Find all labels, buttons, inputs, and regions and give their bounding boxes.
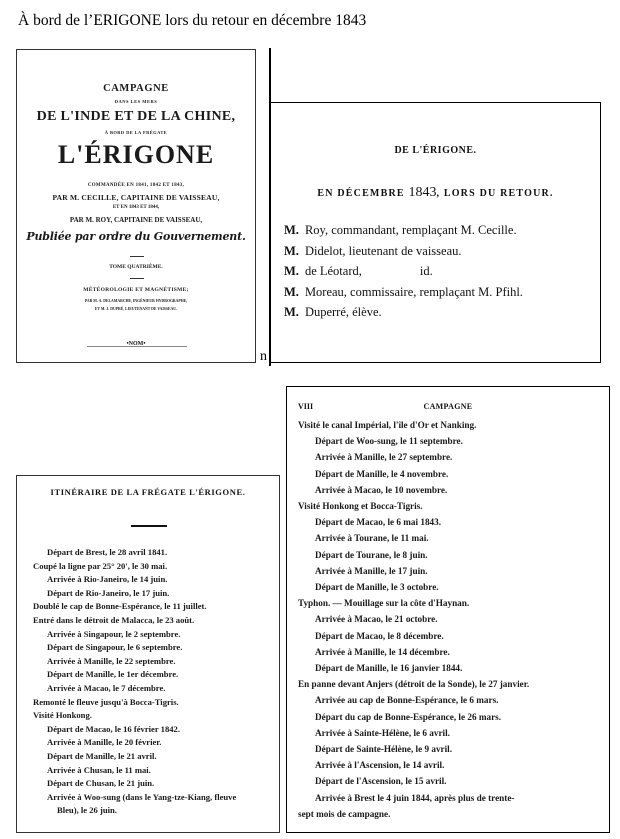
crew-subheading-year: 1843 bbox=[408, 185, 437, 200]
itinerary-line: Coupé la ligne par 25° 20', le 30 mai. bbox=[33, 560, 168, 571]
itinerary-line: Arrivée à Macao, le 7 décembre. bbox=[47, 682, 166, 693]
itinerary-line: Départ de Manille, le 4 novembre. bbox=[315, 468, 449, 479]
itinerary-line: Départ de Woo-sung, le 11 septembre. bbox=[315, 436, 463, 447]
cover-line: À BORD DE LA FRÉGATE bbox=[104, 130, 168, 135]
crew-list bbox=[284, 220, 523, 323]
itinerary-line: Départ de Macao, le 8 décembre. bbox=[315, 630, 444, 641]
cover-line: DANS LES MERS bbox=[114, 99, 158, 104]
crew-member-text: Moreau, commissaire, remplaçant M. Pfihl. bbox=[304, 284, 523, 299]
itinerary-line: Départ de l'Ascension, le 15 avril. bbox=[315, 776, 447, 787]
itinerary-line: Arrivée à Manille, le 20 février. bbox=[47, 737, 162, 748]
cover-line: ET M. J. DUPRÉ, LIEUTENANT DE VAISSEAU. bbox=[94, 307, 177, 311]
cover-line: PAR M. A. DELAMARCHE, INGÉNIEUR HYDROGRAPHE, bbox=[84, 299, 188, 303]
itinerary-page-image bbox=[16, 475, 280, 833]
itinerary-line: Départ de Manille, le 16 janvier 1844. bbox=[315, 663, 463, 674]
itinerary-line: Entré dans le détroit de Malacca, le 23 août. bbox=[33, 614, 195, 625]
itinerary-line: Départ de Macao, le 16 février 1842. bbox=[47, 723, 181, 734]
cover-line: CAMPAGNE bbox=[103, 83, 169, 94]
itinerary-line: Arrivée à Macao, le 21 octobre. bbox=[315, 614, 438, 625]
itinerary-line: Arrivée à Tourane, le 11 mai. bbox=[315, 533, 429, 544]
itinerary-line: Arrivée au cap de Bonne-Espérance, le 6 mars. bbox=[315, 695, 499, 706]
page-number: VIII bbox=[298, 402, 314, 411]
itinerary-line: Arrivée à Manille, le 22 septembre. bbox=[47, 655, 176, 666]
cover-line: PAR M. CECILLE, CAPITAINE DE VAISSEAU, bbox=[52, 193, 220, 202]
crew-member-prefix: M. bbox=[284, 264, 299, 278]
itinerary-line: Départ de Rio-Janeiro, le 17 juin. bbox=[47, 587, 170, 598]
itinerary-line: Arrivée à Macao, le 10 novembre. bbox=[315, 484, 448, 495]
cover-line: ET EN 1843 ET 1844, bbox=[112, 205, 160, 210]
crew-member-text: Duperré, élève. bbox=[304, 305, 382, 319]
campaign-page-image bbox=[286, 386, 610, 833]
itinerary-line: Arrivée à Sainte-Hélène, le 6 avril. bbox=[315, 727, 450, 738]
itinerary-line: Visité Honkong et Bocca-Tigris. bbox=[298, 501, 423, 512]
crew-member-prefix: M. bbox=[284, 243, 299, 258]
itinerary-line: Départ de Manille, le 3 octobre. bbox=[315, 582, 439, 593]
itinerary-line: Arrivée à Chusan, le 11 mai. bbox=[47, 764, 151, 775]
itinerary-line: Départ de Brest, le 28 avril 1841. bbox=[47, 547, 168, 557]
itinerary-title: ITINÉRAIRE DE LA FRÉGATE L'ÉRIGONE. bbox=[50, 487, 246, 497]
cover-line: COMMANDÉE EN 1841, 1842 ET 1843, bbox=[87, 183, 185, 188]
crew-member bbox=[284, 220, 523, 241]
itinerary-line: Arrivée à Manille, le 14 décembre. bbox=[315, 646, 450, 657]
itinerary-line: Typhon. — Mouillage sur la côte d'Haynan. bbox=[298, 598, 470, 609]
itinerary-line: Arrivée à l'Ascension, le 14 avril. bbox=[315, 760, 445, 771]
crew-subheading-post: , LORS DU RETOUR. bbox=[436, 188, 554, 199]
running-head: CAMPAGNE bbox=[423, 402, 473, 411]
itinerary-line: sept mois de campagne. bbox=[298, 808, 391, 819]
itinerary-lines bbox=[17, 546, 271, 818]
document-title: À bord de l’ERIGONE lors du retour en décembre 1843 bbox=[18, 12, 367, 29]
cover-ship-name: L'ÉRIGONE bbox=[57, 140, 215, 169]
itinerary-line: Arrivée à Brest le 4 juin 1844, après plus de trente- bbox=[315, 792, 515, 803]
crew-heading: DE L'ÉRIGONE. bbox=[394, 145, 477, 156]
crew-member-prefix: M. bbox=[284, 223, 299, 237]
crew-member bbox=[284, 241, 523, 262]
cover-line: MÉTÉOROLOGIE ET MAGNÉTISME; bbox=[83, 287, 189, 293]
itinerary-line: Bleu), le 26 juin. bbox=[57, 805, 117, 816]
itinerary-line: Départ de Singapour, le 6 septembre. bbox=[47, 642, 183, 653]
itinerary-line: Départ de Tourane, le 8 juin. bbox=[315, 549, 428, 560]
cover-rule bbox=[130, 256, 144, 257]
itinerary-line: Visité le canal Impérial, l'île d'Or et Nanking. bbox=[298, 420, 477, 430]
crew-subheading-pre: EN DÉCEMBRE bbox=[317, 188, 409, 199]
crew-member bbox=[284, 302, 523, 323]
crew-subheading bbox=[271, 185, 600, 201]
itinerary-line: Arrivée à Woo-sung (dans le Yang-tze-Kiang, fleuve bbox=[47, 791, 237, 802]
crew-page-image bbox=[270, 102, 601, 363]
itinerary-ornament bbox=[131, 525, 167, 527]
crew-member-prefix: M. bbox=[284, 305, 299, 319]
itinerary-line: Départ de Manille, le 21 avril. bbox=[47, 750, 157, 761]
cover-line: DE L'INDE ET DE LA CHINE, bbox=[36, 109, 236, 124]
campaign-lines bbox=[287, 417, 601, 822]
crew-member bbox=[284, 282, 523, 303]
itinerary-line: Départ de Sainte-Hélène, le 9 avril. bbox=[315, 744, 453, 755]
crew-member-suffix: id. bbox=[419, 264, 433, 278]
crew-member-text: Didelot, lieutenant de vaisseau. bbox=[304, 243, 462, 258]
crew-member-text: Roy, commandant, remplaçant M. Cecille. bbox=[304, 223, 517, 237]
crew-member bbox=[284, 261, 523, 282]
cover-ornament: •NOM• bbox=[126, 341, 146, 347]
cover-publisher-line: Publiée par ordre du Gouvernement. bbox=[26, 230, 246, 243]
itinerary-line: Doublé le cap de Bonne-Espérance, le 11 juillet. bbox=[33, 601, 207, 612]
itinerary-line: En panne devant Anjers (détroit de la Sonde), le 27 janvier. bbox=[298, 679, 530, 690]
crew-member-text: de Léotard, bbox=[304, 264, 362, 278]
cover-page-image bbox=[16, 49, 256, 363]
itinerary-line: Arrivée à Singapour, le 2 septembre. bbox=[47, 628, 181, 639]
itinerary-line: Départ de Chusan, le 21 juin. bbox=[47, 778, 155, 789]
itinerary-line: Visité Honkong. bbox=[33, 710, 92, 721]
itinerary-line: Départ du cap de Bonne-Espérance, le 26 mars. bbox=[315, 711, 502, 722]
itinerary-line: Arrivée à Manille, le 27 septembre. bbox=[315, 452, 453, 463]
stray-character: n bbox=[260, 349, 267, 364]
itinerary-line: Départ de Macao, le 6 mai 1843. bbox=[315, 517, 442, 528]
itinerary-line: Arrivée à Rio-Janeiro, le 14 juin. bbox=[47, 574, 168, 585]
crew-member-prefix: M. bbox=[284, 284, 299, 299]
itinerary-line: Arrivée à Manille, le 17 juin. bbox=[315, 565, 428, 576]
cover-rule bbox=[130, 278, 144, 279]
itinerary-line: Départ de Manille, le 1er décembre. bbox=[47, 669, 179, 680]
cover-line: PAR M. ROY, CAPITAINE DE VAISSEAU, bbox=[69, 216, 203, 224]
cover-tome: TOME QUATRIÈME. bbox=[109, 264, 163, 270]
itinerary-line: Remonté le fleuve jusqu'à Bocca-Tigris. bbox=[33, 696, 179, 707]
